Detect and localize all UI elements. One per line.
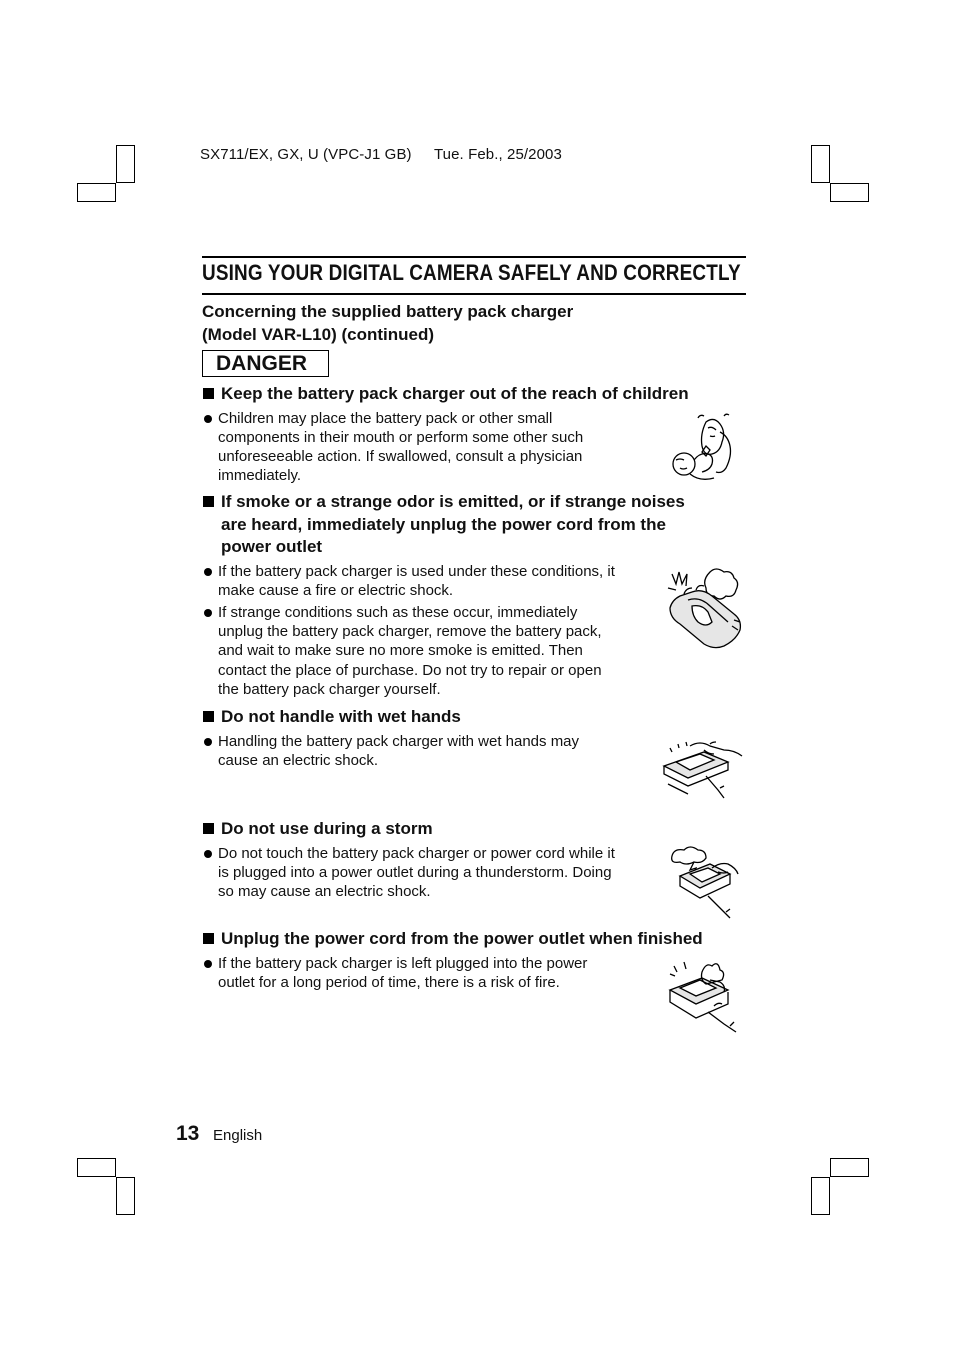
crop-mark-bottom-left-vertical [116, 1177, 135, 1215]
bullet-item: If strange conditions such as these occur, immediately unplug the battery pack charger, remove the battery pack, and wait to make sure no more smoke is emitted. Then contact the place of purchase. Do not try to repair or open the battery pack charger yourself. [202, 603, 742, 699]
crop-mark-top-left-horizontal [77, 183, 116, 202]
language-label: English [213, 1127, 263, 1144]
page-title: USING YOUR DIGITAL CAMERA SAFELY AND CORRECTLY [202, 260, 741, 285]
round-bullet-icon [204, 960, 212, 968]
section-heading: Unplug the power cord from the power outlet when finished [202, 928, 762, 951]
subheading [202, 300, 573, 346]
square-bullet-icon [203, 711, 214, 722]
bullet-item: If the battery pack charger is left plugged into the power outlet for a long period of time, there is a risk of fire. [202, 954, 762, 992]
plugged-charger-fire-illustration [664, 960, 744, 1036]
square-bullet-icon [203, 496, 214, 507]
round-bullet-icon [204, 738, 212, 746]
bullet-item: If the battery pack charger is used under these conditions, it make cause a fire or electric shock. [202, 562, 742, 600]
subheading-line-1: Concerning the supplied battery pack charger [202, 302, 574, 321]
section-heading: Do not use during a storm [202, 818, 742, 841]
danger-label: DANGER [202, 350, 329, 377]
wet-hands-charger-illustration [660, 740, 744, 800]
round-bullet-icon [204, 850, 212, 858]
crop-mark-top-left-vertical [116, 145, 135, 183]
child-with-battery-illustration [668, 412, 740, 488]
crop-mark-top-right-vertical [811, 145, 830, 183]
crop-mark-bottom-left-horizontal [77, 1158, 116, 1177]
square-bullet-icon [203, 823, 214, 834]
print-date: Tue. Feb., 25/2003 [433, 146, 562, 163]
section-children [202, 383, 742, 485]
page-number: 13 [176, 1122, 200, 1145]
document-header [200, 146, 562, 163]
subheading-line-2: (Model VAR-L10) (continued) [202, 325, 434, 344]
smoking-charger-illustration [660, 566, 744, 650]
bullet-item: Children may place the battery pack or other small components in their mouth or perform some other such unforeseeable action. If swallowed, consult a physician immediately. [202, 409, 742, 486]
square-bullet-icon [203, 388, 214, 399]
section-storm [202, 818, 742, 901]
model-info: SX711/EX, GX, U (VPC-J1 GB) [200, 146, 412, 163]
storm-charger-illustration [664, 846, 744, 922]
title-top-rule [202, 256, 746, 258]
section-heading: Do not handle with wet hands [202, 706, 742, 729]
square-bullet-icon [203, 933, 214, 944]
round-bullet-icon [204, 568, 212, 576]
section-heading: If smoke or a strange odor is emitted, or if strange noises are heard, immediately unplug the power cord from the power outlet [202, 491, 742, 559]
round-bullet-icon [204, 415, 212, 423]
section-heading: Keep the battery pack charger out of the reach of children [202, 383, 742, 406]
bullet-item: Do not touch the battery pack charger or power cord while it is plugged into a power outlet during a thunderstorm. Doing so may cause an electric shock. [202, 844, 742, 902]
crop-mark-bottom-right-vertical [811, 1177, 830, 1215]
bullet-item: Handling the battery pack charger with wet hands may cause an electric shock. [202, 732, 742, 770]
round-bullet-icon [204, 609, 212, 617]
crop-mark-bottom-right-horizontal [830, 1158, 869, 1177]
title-bottom-rule [202, 293, 746, 295]
crop-mark-top-right-horizontal [830, 183, 869, 202]
